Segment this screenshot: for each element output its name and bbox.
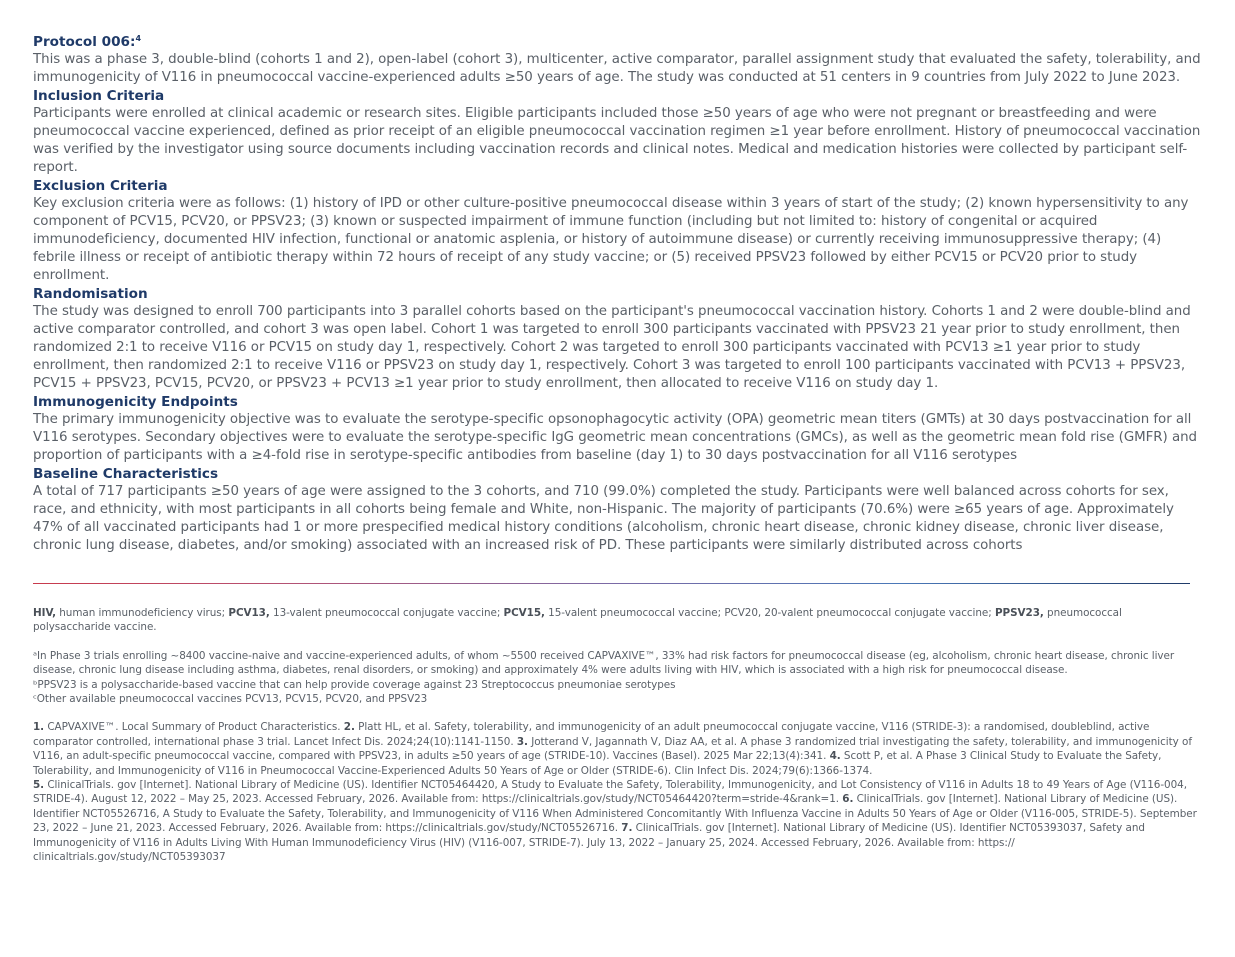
section-text-exclusion: Key exclusion criteria were as follows: (1) history of IPD or other culture-positive pneumococcal disease within 3 years of start of the study; (2) known hypersensitivity to any component of PCV15, PCV20, or PPSV23; (3) known or suspected impairment of immune function (including but not limited to: history of congenital or acquired immunodeficiency, documented HIV infection, functional or anatomic asplenia, or history of autoimmune disease) or currently receiving immunosuppressive therapy; (4) febrile illness or receipt of antibiotic therapy within 72 hours of receipt of any study vaccine; or (5) received PPSV23 followed by either PCV15 or PCV20 prior to study enrollment. xyxy=(33,196,1189,283)
protocol-intro: This was a phase 3, double-blind (cohorts 1 and 2), open-label (cohort 3), multicenter, active comparator, parallel assignment study that evaluated the safety, tolerability, and immunogenicity of V116 in pneumococcal vaccine-experienced adults ≥50 years of age. The study was conducted at 51 centers in 9 countries from July 2022 to June 2023. xyxy=(33,52,1201,85)
section-text-inclusion: Participants were enrolled at clinical academic or research sites. Eligible participants included those ≥50 years of age who were not pregnant or breastfeeding and were pneumococcal vaccine experienced, defined as prior receipt of an eligible pneumococcal vaccination regimen ≥1 year before enrollment. History of pneumococcal vaccination was verified by the investigator using source documents including vaccination records and clinical notes. Medical and medication histories were collected by participant self-report. xyxy=(33,106,1201,175)
footnote-b: ᵇPPSV23 is a polysaccharide-based vaccine that can help provide coverage against 23 Streptococcus pneumoniae serotypes xyxy=(33,678,676,691)
references: 1. CAPVAXIVE™. Local Summary of Product Characteristics. 2. Platt HL, et al. Safety, tolerability, and immunogenicity of an adult pneumococcal conjugate vaccine, V116 (STRIDE-3): a randomised, doubleblind, active comparator controlled, international phase 3 trial. Lancet Infect Dis. 2024;24(10):1141-1150. 3. Jotterand V, Jagannath V, Diaz AA, et al. A phase 3 randomized trial investigating the safety, tolerability, and immunogenicity of V116, an adult-specific pneumococcal vaccine, compared with PPSV23, in adults ≥50 years of age (STRIDE-10). Vaccines (Basel). 2025 Mar 22;13(4):341. 4. Scott P, et al. A Phase 3 Clinical Study to Evaluate the Safety, Tolerability, and Immunogenicity of V116 in Pneumococcal Vaccine-Experienced Adults 50 Years of Age or Older (STRIDE-6). Clin Infect Dis. 2024;79(6):1366-1374. 5. ClinicalTrials. gov [Internet]. National Library of Medicine (US). Identifier NCT05464420, A Study to Evaluate the Safety, Tolerability, Immunogenicity, and Lot Consistency of V116 in Adults 18 to 49 Years of Age (V116-004, STRIDE-4). August 12, 2022 – May 25, 2023. Accessed February, 2026. Available from: https://clinicaltrials.gov/study/NCT05464420?term=stride-4&rank=1. 6. ClinicalTrials. gov [Internet]. National Library of Medicine (US). Identifier NCT05526716, A Study to Evaluate the Safety, Tolerability, and Immunogenicity of V116 When Administered Concomitantly With Influenza Vaccine in Adults 50 Years of Age or Older (V116-005, STRIDE-5). September 23, 2022 – June 21, 2023. Accessed February, 2026. Available from: https://clinicaltrials.gov/study/NCT05526716. 7. ClinicalTrials. gov [Internet]. National Library of Medicine (US). Identifier NCT05393037, Safety and Immunogenicity of V116 in Adults Living With Human Immunodeficiency Virus (HIV) (V116-007, STRIDE-7). July 13, 2022 – January 25, 2024. Accessed February, 2026. Available from: https:// clinicaltrials.gov/study/NCT05393037 xyxy=(33,721,1197,864)
section-text-immunogenicity: The primary immunogenicity objective was to evaluate the serotype-specific opsonophagocytic activity (OPA) geometric mean titers (GMTs) at 30 days postvaccination for all V116 serotypes. Secondary objectives were to evaluate the serotype-specific IgG geometric mean concentrations (GMCs), as well as the geometric mean fold rise (GMFR) and proportion of participants with a ≥4-fold rise in serotype-specific antibodies from baseline (day 1) to 30 days postvaccination for all V116 serotypes xyxy=(33,412,1197,463)
footnotes xyxy=(33,649,1202,707)
protocol-title: Protocol 006:$^4$ xyxy=(33,34,142,50)
section-heading-randomisation: Randomisation xyxy=(33,286,148,302)
section-heading-baseline: Baseline Characteristics xyxy=(33,466,219,482)
protocol-title-footnote: 4 xyxy=(135,34,142,43)
section-heading-exclusion: Exclusion Criteria xyxy=(33,178,168,194)
section-heading-immunogenicity: Immunogenicity Endpoints xyxy=(33,394,238,410)
gradient-divider xyxy=(33,583,1190,584)
abbreviations: HIV, human immunodeficiency virus; PCV13, 13-valent pneumococcal conjugate vaccine; PCV15, 15-valent pneumococcal vaccine; PCV20, 20-valent pneumococcal conjugate vaccine; PPSV23, pneumococcal polysaccharide vaccine. xyxy=(33,607,1122,634)
section-text-randomisation: The study was designed to enroll 700 participants into 3 parallel cohorts based on the participant's pneumococcal vaccination history. Cohorts 1 and 2 were double-blind and active comparator controlled, and cohort 3 was open label. Cohort 1 was targeted to enroll 300 participants vaccinated with PPSV23 21 year prior to study enrollment, then randomized 2:1 to receive V116 or PCV15 on study day 1, respectively. Cohort 2 was targeted to enroll 300 participants vaccinated with PCV13 ≥1 year prior to study enrollment, then randomized 2:1 to receive V116 or PPSV23 on study day 1, respectively. Cohort 3 was targeted to enroll 100 participants vaccinated with PCV13 + PPSV23, PCV15 + PPSV23, PCV15, PCV20, or PPSV23 + PCV13 ≥1 year prior to study enrollment, then allocated to receive V116 on study day 1. xyxy=(33,304,1191,391)
footnote-c: ᶜOther available pneumococcal vaccines PCV13, PCV15, PCV20, and PPSV23 xyxy=(33,693,428,706)
section-text-baseline: A total of 717 participants ≥50 years of age were assigned to the 3 cohorts, and 710 (99.0%) completed the study. Participants were well balanced across cohorts for sex, race, and ethnicity, with most participants in all cohorts being female and White, non-Hispanic. The majority of participants (70.6%) were ≥65 years of age. Approximately 47% of all vaccinated participants had 1 or more prespecified medical history conditions (alcoholism, chronic heart disease, chronic kidney disease, chronic liver disease, chronic lung disease, diabetes, and/or smoking) associated with an increased risk of PD. These participants were similarly distributed across cohorts xyxy=(33,484,1174,553)
footnote-a: ᵃIn Phase 3 trials enrolling ~8400 vaccine-naive and vaccine-experienced adults, of whom ~5500 received CAPVAXIVE™, 33% had risk factors for pneumococcal disease (eg, alcoholism, chronic heart disease, chronic liver disease, chronic lung disease including asthma, diabetes, renal disorders, or smoking) and approximately 4% were adults living with HIV, which is associated with a high risk for pneumococcal disease. xyxy=(33,649,1175,677)
section-heading-inclusion: Inclusion Criteria xyxy=(33,88,165,104)
